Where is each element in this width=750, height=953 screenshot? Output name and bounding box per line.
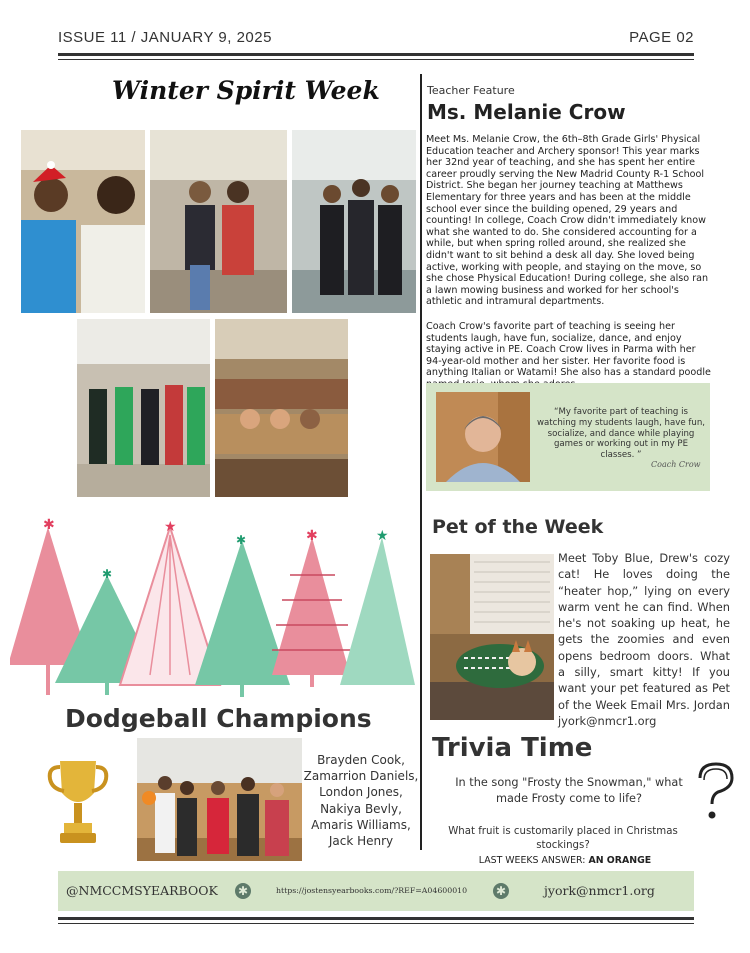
player-name: Jack Henry [328,834,394,849]
teacher-photo [436,392,530,482]
footer-rule-thin [58,923,694,924]
spirit-photo-5 [215,319,348,497]
dodgeball-title: Dodgeball Champions [65,704,372,733]
trivia-last-answer [440,855,690,866]
player-name: London Jones, [319,785,403,800]
trivia-question-2: What fruit is customarily placed in Christmas stockings? [448,826,678,852]
spirit-photo-3 [292,130,416,313]
footer-rule [58,917,694,920]
svg-text:✱: ✱ [102,567,113,581]
player-name: Amaris Williams, [311,817,411,832]
svg-text:✱: ✱ [43,517,55,533]
teacher-signature: Coach Crow [651,460,701,469]
pet-title: Pet of the Week [432,516,604,538]
column-divider [420,74,422,850]
footer-bullet-icon: ✱ [235,883,251,899]
spirit-photo-2 [150,130,287,313]
dodgeball-team-photo [137,738,302,861]
trivia-last-label: LAST WEEKS ANSWER: [478,855,586,866]
spirit-photo-1 [21,130,145,313]
pet-photo [430,554,554,720]
footer-social: @NMCCMSYEARBOOK [66,883,218,898]
footer-bullet-icon: ✱ [493,883,509,899]
spirit-week-title: Winter Spirit Week [112,76,380,105]
dodgeball-names [300,752,422,849]
issue-label: ISSUE 11 / JANUARY 9, 2025 [58,29,272,46]
trivia-title: Trivia Time [432,733,593,763]
footer-bar [58,871,694,911]
teacher-name: Ms. Melanie Crow [427,100,626,124]
tree-pink-2 [272,528,350,687]
spirit-photo-4 [77,319,210,497]
teacher-paragraph-2: Coach Crow's favorite part of teaching is seeing her students laugh, have fun, socialize, dance, and enjoy staying active in PE. Coach Crow lives in Parma with her 94-year-old mother and her sister. Her favorite food is anything Italian or Watami! She also has a standard poodle [426,321,711,379]
trivia-last-value: AN ORANGE [588,855,652,866]
svg-text:★: ★ [164,519,177,535]
trophy-icon [46,757,110,847]
header-rule [58,53,694,56]
page-number: PAGE 02 [629,29,694,46]
player-name: Nakiya Bevly, [320,801,402,816]
christmas-trees-illustration [10,515,415,697]
footer-url: https://jostensyearbooks.com/?REF=A04600010 [276,886,468,895]
footer-email: jyork@nmcr1.org [544,883,655,898]
svg-text:✱: ✱ [306,528,318,544]
teacher-kicker: Teacher Feature [427,84,515,97]
svg-text:★: ★ [376,528,389,544]
teacher-paragraph-1: Meet Ms. Melanie Crow, the 6th–8th Grade Girls' Physical Education teacher and Archery sponsor! This year marks her 32nd year of teaching, and she has spent her entire career proudly serving the New Madrid County R-1 School District. She began her journey teaching at Matthews Elementary for three years and has been at the middle school ever since the building opened, 29 years and counting! In college, Coach Crow didn't immediately know what she wanted to do. She considered accounting for a while, but when spring rolled around, she realized she didn't want to sit behind a desk all day. She loved being active, working with people, and staying on the move, so she chose Physical Education! During college, she also ran a lawn mowing business and worked for her school's athletic and intramural departments. [426,134,709,308]
player-name: Brayden Cook, [317,753,405,767]
question-mark-icon [694,760,738,822]
teacher-quote-box [426,383,710,491]
player-name: Zamarrion Daniels, [303,769,419,784]
trivia-question-1: In the song "Frosty the Snowman," what made Frosty come to life? [455,776,683,805]
teacher-quote: “My favorite part of teaching is watching my students laugh, have fun, socialize, and dance while playing games or working out in my PE classes. ” [536,407,706,461]
pet-text: Meet Toby Blue, Drew's cozy cat! He loves doing the “heater hop,” lying on every warm vent he can find. When he's not soaking up heat, he gets the zoomies and even opens bedroom doors. What a silly, smart kitty! If you want your pet featured as Pet of the Week Email Mrs. Jordan jyork@nmcr1.org [558,551,730,728]
tree-mint-3 [340,528,415,685]
svg-text:✱: ✱ [236,533,247,547]
header-rule-thin [58,59,694,60]
